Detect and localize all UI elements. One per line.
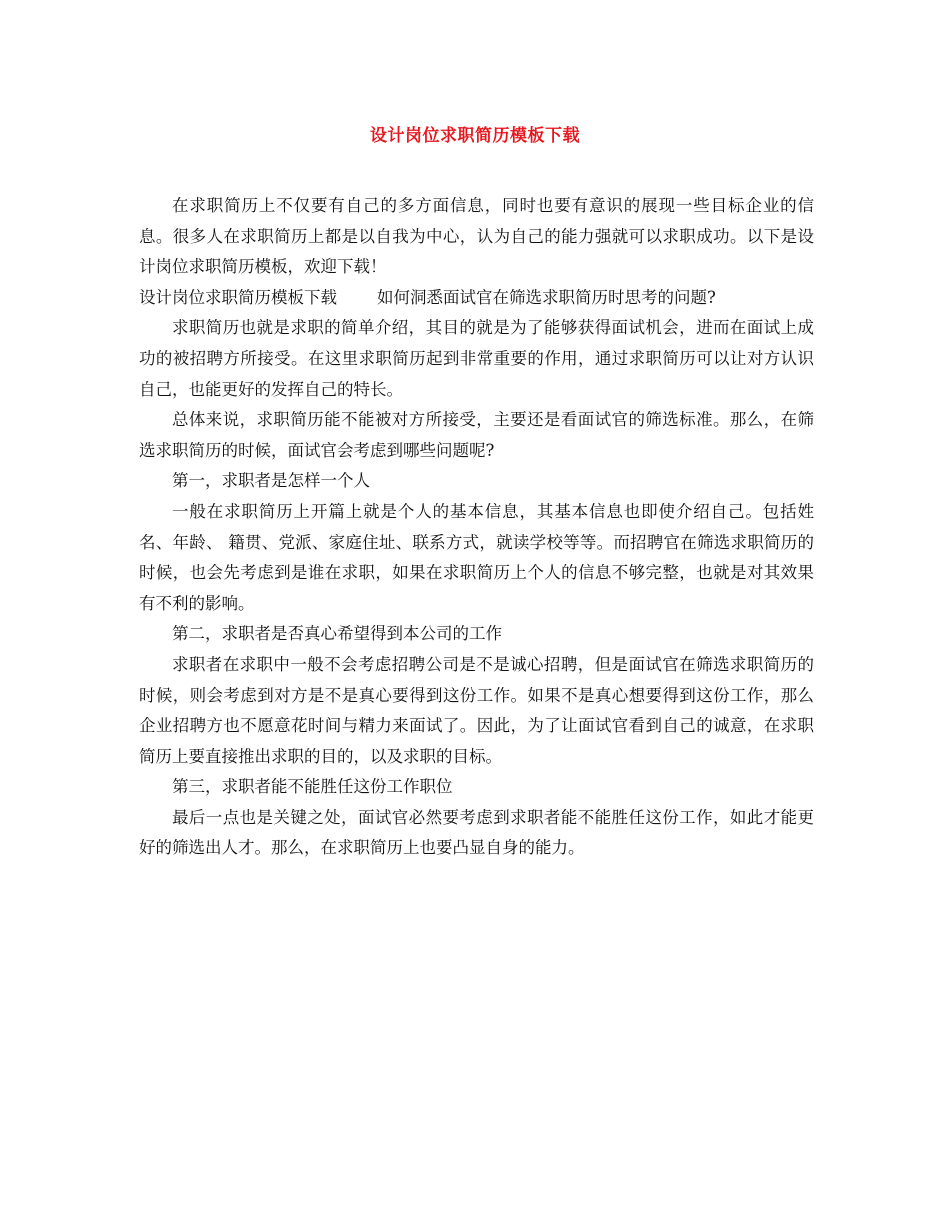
section-heading-line	[139, 283, 814, 314]
point-two-body: 求职者在求职中一般不会考虑招聘公司是不是诚心招聘，但是面试官在筛选求职简历的时候，则会考虑到对方是不是真心要得到这份工作。如果不是真心想要得到这份工作，那么企业招聘方也不愿意花时间与精力来面试了。因此，为了让面试官看到自己的诚意，在求职简历上要直接推出求职的目的，以及求职的目标。	[139, 654, 814, 766]
paragraph-resume-intro: 求职简历也就是求职的简单介绍，其目的就是为了能够获得面试机会，进而在面试上成功的被招聘方所接受。在这里求职简历起到非常重要的作用，通过求职简历可以让对方认识自己，也能更好的发挥自己的特长。	[139, 318, 814, 399]
section-heading-right: 如何洞悉面试官在筛选求职简历时思考的问题?	[377, 287, 716, 307]
section-heading-left: 设计岗位求职简历模板下载	[139, 287, 337, 307]
document-body	[139, 191, 814, 864]
document-title: 设计岗位求职简历模板下载	[370, 126, 580, 146]
point-one-heading: 第一，求职者是怎样一个人	[172, 471, 370, 491]
point-three-heading: 第三，求职者能不能胜任这份工作职位	[172, 777, 453, 797]
paragraph-screening-standard: 总体来说，求职简历能不能被对方所接受，主要还是看面试官的筛选标准。那么，在筛选求职简历的时候，面试官会考虑到哪些问题呢?	[139, 410, 814, 460]
intro-paragraph: 在求职简历上不仅要有自己的多方面信息，同时也要有意识的展现一些目标企业的信息。很多人在求职简历上都是以自我为中心，认为自己的能力强就可以求职成功。以下是设计岗位求职简历模板，欢迎下载！	[139, 196, 814, 277]
point-two-heading: 第二，求职者是否真心希望得到本公司的工作	[172, 624, 502, 644]
point-one-body: 一般在求职简历上开篇上就是个人的基本信息，其基本信息也即使介绍自己。包括姓名、年龄、 籍贯、党派、家庭住址、联系方式，就读学校等等。而招聘官在筛选求职简历的时候，也会先考虑到是谁在求职，如果在求职简历上个人的信息不够完整，也就是对其效果有不利的影响。	[139, 501, 814, 613]
point-three-body: 最后一点也是关键之处，面试官必然要考虑到求职者能不能胜任这份工作，如此才能更好的筛选出人才。那么，在求职简历上也要凸显自身的能力。	[139, 807, 814, 858]
